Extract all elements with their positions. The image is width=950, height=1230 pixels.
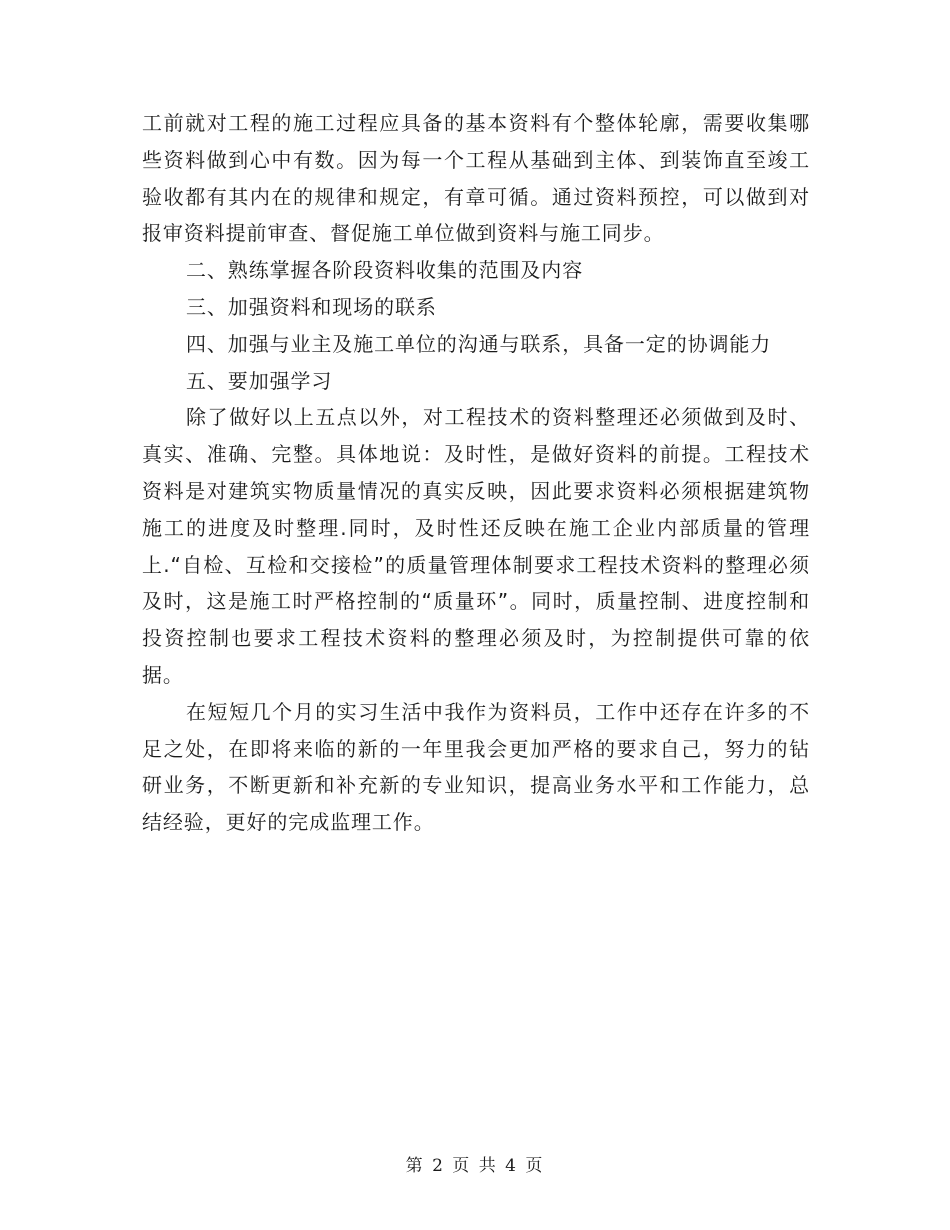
section-heading-5: 五、要加强学习 xyxy=(186,368,333,393)
paragraph-conclusion: 在短短几个月的实习生活中我作为资料员，工作中还存在许多的不足之处，在即将来临的新的一年里我会更加严格的要求自己，努力的钻研业务，不断更新和补充新的专业知识，提高业务水平和工作能力，总结经验，更好的完成监理工作。 xyxy=(142,699,810,835)
section-heading-2: 二、熟练掌握各阶段资料收集的范围及内容 xyxy=(186,258,584,283)
section-heading-4: 四、加强与业主及施工单位的沟通与联系，具备一定的协调能力 xyxy=(186,331,772,356)
paragraph-continuation: 工前就对工程的施工过程应具备的基本资料有个整体轮廓，需要收集哪些资料做到心中有数。因为每一个工程从基础到主体、到装饰直至竣工验收都有其内在的规律和规定，有章可循。通过资料预控，可以做到对报审资料提前审查、督促施工单位做到资料与施工同步。 xyxy=(142,111,810,246)
section-heading-3: 三、加强资料和现场的联系 xyxy=(186,294,437,319)
page-number-footer: 第 2 页 共 4 页 xyxy=(405,1156,545,1176)
document-body xyxy=(142,105,810,841)
paragraph-timeliness: 除了做好以上五点以外，对工程技术的资料整理还必须做到及时、真实、准确、完整。具体地说：及时性，是做好资料的前提。工程技术资料是对建筑实物质量情况的真实反映，因此要求资料必须根据建筑物施工的进度及时整理.同时，及时性还反映在施工企业内部质量的管理上.“自检、互检和交接检”的质量管理体制要求工程技术资料的整理必须及时，这是施工时严格控制的“质量环”。同时，质量控制、进度控制和投资控制也要求工程技术资料的整理必须及时，为控制提供可靠的依据。 xyxy=(142,405,810,687)
